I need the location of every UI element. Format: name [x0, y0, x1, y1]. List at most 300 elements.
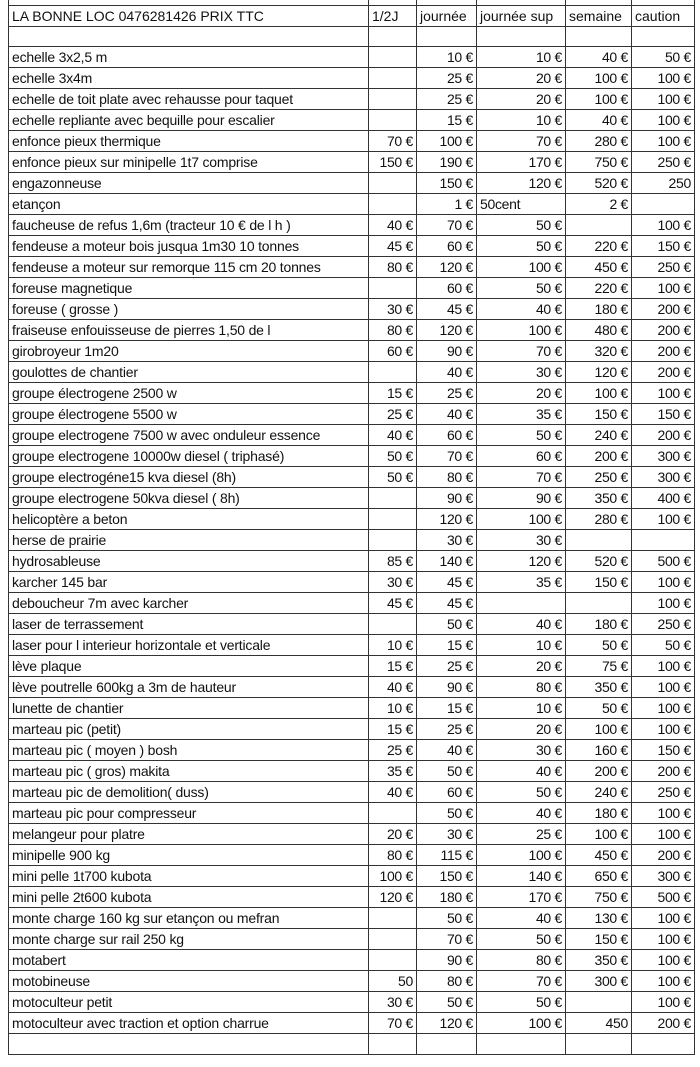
day-price-cell[interactable]: 150 € [417, 866, 477, 887]
extra-day-price-cell[interactable]: 20 € [477, 68, 566, 89]
week-price-cell[interactable]: 220 € [566, 278, 632, 299]
half-day-price-cell[interactable]: 40 € [369, 425, 417, 446]
extra-day-price-cell[interactable]: 40 € [477, 614, 566, 635]
deposit-cell[interactable]: 100 € [632, 971, 695, 992]
item-name-cell[interactable]: motabert [9, 950, 369, 971]
day-price-cell[interactable]: 180 € [417, 887, 477, 908]
deposit-cell[interactable] [632, 194, 695, 215]
extra-day-price-cell[interactable]: 70 € [477, 467, 566, 488]
cell[interactable] [477, 26, 566, 47]
extra-day-price-cell[interactable]: 40 € [477, 299, 566, 320]
deposit-cell[interactable]: 100 € [632, 803, 695, 824]
deposit-cell[interactable]: 300 € [632, 866, 695, 887]
week-price-cell[interactable]: 100 € [566, 719, 632, 740]
day-price-cell[interactable]: 50 € [417, 803, 477, 824]
day-price-cell[interactable]: 60 € [417, 278, 477, 299]
extra-day-price-cell[interactable]: 100 € [477, 320, 566, 341]
extra-day-price-cell[interactable]: 30 € [477, 530, 566, 551]
week-price-cell[interactable]: 480 € [566, 320, 632, 341]
day-price-cell[interactable]: 90 € [417, 950, 477, 971]
half-day-price-cell[interactable]: 50 [369, 971, 417, 992]
deposit-cell[interactable]: 100 € [632, 68, 695, 89]
deposit-cell[interactable]: 150 € [632, 404, 695, 425]
deposit-cell[interactable]: 100 € [632, 992, 695, 1013]
item-name-cell[interactable]: foreuse magnetique [9, 278, 369, 299]
cell[interactable] [566, 1034, 632, 1055]
extra-day-price-cell[interactable]: 170 € [477, 152, 566, 173]
cell[interactable] [417, 26, 477, 47]
item-name-cell[interactable]: monte charge 160 kg sur etançon ou mefran [9, 908, 369, 929]
day-price-cell[interactable]: 25 € [417, 89, 477, 110]
deposit-cell[interactable]: 100 € [632, 929, 695, 950]
item-name-cell[interactable]: lunette de chantier [9, 698, 369, 719]
item-name-cell[interactable]: groupe electrogene 7500 w avec onduleur essence [9, 425, 369, 446]
week-price-cell[interactable]: 280 € [566, 509, 632, 530]
cell[interactable] [369, 26, 417, 47]
extra-day-price-cell[interactable]: 40 € [477, 761, 566, 782]
week-price-cell[interactable]: 100 € [566, 68, 632, 89]
day-price-cell[interactable]: 25 € [417, 383, 477, 404]
deposit-cell[interactable]: 50 € [632, 47, 695, 68]
item-name-cell[interactable]: mini pelle 1t700 kubota [9, 866, 369, 887]
item-name-cell[interactable]: echelle de toit plate avec rehausse pour taquet [9, 89, 369, 110]
day-price-cell[interactable]: 45 € [417, 299, 477, 320]
week-price-cell[interactable]: 350 € [566, 950, 632, 971]
extra-day-price-cell[interactable]: 20 € [477, 89, 566, 110]
extra-day-price-cell[interactable]: 100 € [477, 509, 566, 530]
item-name-cell[interactable]: enfonce pieux sur minipelle 1t7 comprise [9, 152, 369, 173]
half-day-price-cell[interactable] [369, 47, 417, 68]
item-name-cell[interactable]: girobroyeur 1m20 [9, 341, 369, 362]
item-name-cell[interactable]: lève plaque [9, 656, 369, 677]
extra-day-price-cell[interactable]: 50cent [477, 194, 566, 215]
cell[interactable] [9, 1034, 369, 1055]
deposit-cell[interactable]: 100 € [632, 950, 695, 971]
week-price-cell[interactable]: 350 € [566, 488, 632, 509]
item-name-cell[interactable]: echelle repliante avec bequille pour escalier [9, 110, 369, 131]
extra-day-price-cell[interactable]: 35 € [477, 404, 566, 425]
item-name-cell[interactable]: marteau pic pour compresseur [9, 803, 369, 824]
week-price-cell[interactable]: 50 € [566, 698, 632, 719]
extra-day-price-cell[interactable]: 70 € [477, 131, 566, 152]
week-price-cell[interactable]: 100 € [566, 89, 632, 110]
week-price-cell[interactable]: 180 € [566, 614, 632, 635]
half-day-price-cell[interactable] [369, 803, 417, 824]
week-price-cell[interactable]: 2 € [566, 194, 632, 215]
half-day-price-cell[interactable]: 70 € [369, 131, 417, 152]
half-day-price-cell[interactable]: 50 € [369, 467, 417, 488]
day-price-cell[interactable]: 120 € [417, 1013, 477, 1034]
day-price-cell[interactable]: 50 € [417, 614, 477, 635]
deposit-cell[interactable]: 250 € [632, 782, 695, 803]
deposit-cell[interactable]: 200 € [632, 299, 695, 320]
half-day-price-cell[interactable] [369, 929, 417, 950]
item-name-cell[interactable]: marteau pic (petit) [9, 719, 369, 740]
item-name-cell[interactable]: hydrosableuse [9, 551, 369, 572]
item-name-cell[interactable]: groupe electrogene 50kva diesel ( 8h) [9, 488, 369, 509]
half-day-price-cell[interactable]: 10 € [369, 698, 417, 719]
week-price-cell[interactable]: 520 € [566, 173, 632, 194]
half-day-price-cell[interactable] [369, 530, 417, 551]
deposit-cell[interactable]: 100 € [632, 89, 695, 110]
half-day-price-cell[interactable]: 15 € [369, 656, 417, 677]
half-day-price-cell[interactable]: 120 € [369, 887, 417, 908]
deposit-cell[interactable]: 100 € [632, 131, 695, 152]
half-day-price-cell[interactable]: 80 € [369, 845, 417, 866]
item-name-cell[interactable]: motobineuse [9, 971, 369, 992]
half-day-price-cell[interactable]: 100 € [369, 866, 417, 887]
week-price-cell[interactable]: 160 € [566, 740, 632, 761]
deposit-cell[interactable]: 100 € [632, 509, 695, 530]
half-day-price-cell[interactable]: 25 € [369, 404, 417, 425]
day-price-cell[interactable]: 30 € [417, 824, 477, 845]
day-price-cell[interactable]: 40 € [417, 404, 477, 425]
cell[interactable] [632, 1034, 695, 1055]
week-price-cell[interactable]: 220 € [566, 236, 632, 257]
cell[interactable] [477, 1034, 566, 1055]
half-day-price-cell[interactable] [369, 173, 417, 194]
day-price-cell[interactable]: 70 € [417, 929, 477, 950]
column-header-extra-day[interactable]: journée sup [477, 5, 566, 26]
extra-day-price-cell[interactable]: 50 € [477, 929, 566, 950]
extra-day-price-cell[interactable]: 170 € [477, 887, 566, 908]
half-day-price-cell[interactable]: 25 € [369, 740, 417, 761]
item-name-cell[interactable]: fendeuse a moteur sur remorque 115 cm 20 tonnes [9, 257, 369, 278]
item-name-cell[interactable]: mini pelle 2t600 kubota [9, 887, 369, 908]
deposit-cell[interactable]: 300 € [632, 446, 695, 467]
item-name-cell[interactable]: echelle 3x4m [9, 68, 369, 89]
deposit-cell[interactable]: 200 € [632, 761, 695, 782]
week-price-cell[interactable]: 240 € [566, 782, 632, 803]
item-name-cell[interactable]: laser pour l interieur horizontale et verticale [9, 635, 369, 656]
deposit-cell[interactable]: 200 € [632, 845, 695, 866]
deposit-cell[interactable]: 150 € [632, 740, 695, 761]
day-price-cell[interactable]: 15 € [417, 635, 477, 656]
extra-day-price-cell[interactable]: 10 € [477, 47, 566, 68]
week-price-cell[interactable] [566, 593, 632, 614]
deposit-cell[interactable]: 100 € [632, 383, 695, 404]
half-day-price-cell[interactable] [369, 509, 417, 530]
week-price-cell[interactable]: 750 € [566, 152, 632, 173]
day-price-cell[interactable]: 120 € [417, 257, 477, 278]
week-price-cell[interactable]: 40 € [566, 47, 632, 68]
half-day-price-cell[interactable]: 30 € [369, 992, 417, 1013]
half-day-price-cell[interactable]: 60 € [369, 341, 417, 362]
extra-day-price-cell[interactable]: 80 € [477, 677, 566, 698]
extra-day-price-cell[interactable]: 70 € [477, 341, 566, 362]
half-day-price-cell[interactable]: 85 € [369, 551, 417, 572]
item-name-cell[interactable]: melangeur pour platre [9, 824, 369, 845]
day-price-cell[interactable]: 60 € [417, 236, 477, 257]
deposit-cell[interactable]: 100 € [632, 572, 695, 593]
week-price-cell[interactable]: 180 € [566, 299, 632, 320]
week-price-cell[interactable]: 450 € [566, 257, 632, 278]
extra-day-price-cell[interactable]: 20 € [477, 719, 566, 740]
cell[interactable] [632, 26, 695, 47]
day-price-cell[interactable]: 15 € [417, 110, 477, 131]
item-name-cell[interactable]: echelle 3x2,5 m [9, 47, 369, 68]
extra-day-price-cell[interactable]: 80 € [477, 950, 566, 971]
half-day-price-cell[interactable] [369, 950, 417, 971]
item-name-cell[interactable]: marteau pic ( moyen ) bosh [9, 740, 369, 761]
day-price-cell[interactable]: 115 € [417, 845, 477, 866]
day-price-cell[interactable]: 1 € [417, 194, 477, 215]
day-price-cell[interactable]: 90 € [417, 488, 477, 509]
day-price-cell[interactable]: 50 € [417, 992, 477, 1013]
day-price-cell[interactable]: 90 € [417, 341, 477, 362]
day-price-cell[interactable]: 70 € [417, 446, 477, 467]
extra-day-price-cell[interactable]: 120 € [477, 173, 566, 194]
half-day-price-cell[interactable] [369, 110, 417, 131]
day-price-cell[interactable]: 120 € [417, 320, 477, 341]
column-header-deposit[interactable]: caution [632, 5, 695, 26]
day-price-cell[interactable]: 190 € [417, 152, 477, 173]
day-price-cell[interactable]: 120 € [417, 509, 477, 530]
extra-day-price-cell[interactable]: 40 € [477, 908, 566, 929]
half-day-price-cell[interactable]: 70 € [369, 1013, 417, 1034]
week-price-cell[interactable]: 180 € [566, 803, 632, 824]
week-price-cell[interactable]: 450 € [566, 845, 632, 866]
deposit-cell[interactable]: 200 € [632, 1013, 695, 1034]
extra-day-price-cell[interactable]: 50 € [477, 278, 566, 299]
extra-day-price-cell[interactable]: 30 € [477, 740, 566, 761]
half-day-price-cell[interactable]: 40 € [369, 215, 417, 236]
extra-day-price-cell[interactable]: 50 € [477, 782, 566, 803]
deposit-cell[interactable]: 100 € [632, 698, 695, 719]
half-day-price-cell[interactable]: 80 € [369, 257, 417, 278]
day-price-cell[interactable]: 40 € [417, 740, 477, 761]
extra-day-price-cell[interactable]: 40 € [477, 803, 566, 824]
week-price-cell[interactable]: 100 € [566, 824, 632, 845]
day-price-cell[interactable]: 40 € [417, 362, 477, 383]
day-price-cell[interactable]: 150 € [417, 173, 477, 194]
extra-day-price-cell[interactable]: 100 € [477, 845, 566, 866]
week-price-cell[interactable]: 280 € [566, 131, 632, 152]
day-price-cell[interactable]: 10 € [417, 47, 477, 68]
day-price-cell[interactable]: 140 € [417, 551, 477, 572]
deposit-cell[interactable]: 100 € [632, 656, 695, 677]
week-price-cell[interactable]: 200 € [566, 761, 632, 782]
extra-day-price-cell[interactable]: 50 € [477, 992, 566, 1013]
week-price-cell[interactable]: 250 € [566, 467, 632, 488]
half-day-price-cell[interactable]: 40 € [369, 782, 417, 803]
item-name-cell[interactable]: motoculteur petit [9, 992, 369, 1013]
half-day-price-cell[interactable] [369, 362, 417, 383]
week-price-cell[interactable]: 320 € [566, 341, 632, 362]
deposit-cell[interactable]: 250 € [632, 614, 695, 635]
half-day-price-cell[interactable] [369, 908, 417, 929]
half-day-price-cell[interactable] [369, 68, 417, 89]
item-name-cell[interactable]: enfonce pieux thermique [9, 131, 369, 152]
deposit-cell[interactable] [632, 530, 695, 551]
item-name-cell[interactable]: groupe electrogene 10000w diesel ( triphasé) [9, 446, 369, 467]
item-name-cell[interactable]: deboucheur 7m avec karcher [9, 593, 369, 614]
half-day-price-cell[interactable] [369, 488, 417, 509]
week-price-cell[interactable]: 300 € [566, 971, 632, 992]
item-name-cell[interactable]: helicoptère a beton [9, 509, 369, 530]
deposit-cell[interactable]: 200 € [632, 320, 695, 341]
half-day-price-cell[interactable]: 45 € [369, 236, 417, 257]
day-price-cell[interactable]: 45 € [417, 572, 477, 593]
item-name-cell[interactable]: minipelle 900 kg [9, 845, 369, 866]
day-price-cell[interactable]: 15 € [417, 698, 477, 719]
item-name-cell[interactable]: fraiseuse enfouisseuse de pierres 1,50 de l [9, 320, 369, 341]
column-header-day[interactable]: journée [417, 5, 477, 26]
week-price-cell[interactable] [566, 530, 632, 551]
title-cell[interactable]: LA BONNE LOC 0476281426 PRIX TTC [9, 5, 369, 26]
deposit-cell[interactable]: 100 € [632, 908, 695, 929]
item-name-cell[interactable]: marteau pic de demolition( duss) [9, 782, 369, 803]
deposit-cell[interactable]: 500 € [632, 887, 695, 908]
half-day-price-cell[interactable] [369, 278, 417, 299]
extra-day-price-cell[interactable]: 50 € [477, 215, 566, 236]
cell[interactable] [9, 26, 369, 47]
week-price-cell[interactable]: 130 € [566, 908, 632, 929]
item-name-cell[interactable]: groupe electrogéne15 kva diesel (8h) [9, 467, 369, 488]
item-name-cell[interactable]: faucheuse de refus 1,6m (tracteur 10 € de l h ) [9, 215, 369, 236]
item-name-cell[interactable]: herse de prairie [9, 530, 369, 551]
deposit-cell[interactable]: 250 [632, 173, 695, 194]
extra-day-price-cell[interactable]: 10 € [477, 698, 566, 719]
deposit-cell[interactable]: 250 € [632, 152, 695, 173]
item-name-cell[interactable]: karcher 145 bar [9, 572, 369, 593]
extra-day-price-cell[interactable]: 25 € [477, 824, 566, 845]
week-price-cell[interactable]: 520 € [566, 551, 632, 572]
week-price-cell[interactable]: 750 € [566, 887, 632, 908]
deposit-cell[interactable]: 200 € [632, 341, 695, 362]
week-price-cell[interactable]: 650 € [566, 866, 632, 887]
extra-day-price-cell[interactable]: 20 € [477, 383, 566, 404]
week-price-cell[interactable]: 50 € [566, 635, 632, 656]
extra-day-price-cell[interactable]: 100 € [477, 257, 566, 278]
day-price-cell[interactable]: 50 € [417, 908, 477, 929]
extra-day-price-cell[interactable]: 90 € [477, 488, 566, 509]
cell[interactable] [566, 26, 632, 47]
extra-day-price-cell[interactable]: 120 € [477, 551, 566, 572]
extra-day-price-cell[interactable]: 60 € [477, 446, 566, 467]
week-price-cell[interactable]: 350 € [566, 677, 632, 698]
week-price-cell[interactable]: 150 € [566, 404, 632, 425]
extra-day-price-cell[interactable]: 50 € [477, 425, 566, 446]
half-day-price-cell[interactable] [369, 89, 417, 110]
week-price-cell[interactable] [566, 215, 632, 236]
half-day-price-cell[interactable]: 10 € [369, 635, 417, 656]
item-name-cell[interactable]: groupe électrogene 5500 w [9, 404, 369, 425]
item-name-cell[interactable]: groupe électrogene 2500 w [9, 383, 369, 404]
half-day-price-cell[interactable] [369, 614, 417, 635]
day-price-cell[interactable]: 25 € [417, 68, 477, 89]
item-name-cell[interactable]: etançon [9, 194, 369, 215]
extra-day-price-cell[interactable]: 100 € [477, 1013, 566, 1034]
deposit-cell[interactable]: 300 € [632, 467, 695, 488]
week-price-cell[interactable]: 240 € [566, 425, 632, 446]
deposit-cell[interactable]: 100 € [632, 824, 695, 845]
day-price-cell[interactable]: 30 € [417, 530, 477, 551]
item-name-cell[interactable]: goulottes de chantier [9, 362, 369, 383]
day-price-cell[interactable]: 80 € [417, 971, 477, 992]
extra-day-price-cell[interactable]: 35 € [477, 572, 566, 593]
half-day-price-cell[interactable]: 15 € [369, 719, 417, 740]
day-price-cell[interactable]: 100 € [417, 131, 477, 152]
item-name-cell[interactable]: laser de terrassement [9, 614, 369, 635]
extra-day-price-cell[interactable]: 30 € [477, 362, 566, 383]
item-name-cell[interactable]: engazonneuse [9, 173, 369, 194]
deposit-cell[interactable]: 200 € [632, 362, 695, 383]
deposit-cell[interactable]: 100 € [632, 677, 695, 698]
extra-day-price-cell[interactable]: 10 € [477, 110, 566, 131]
day-price-cell[interactable]: 60 € [417, 425, 477, 446]
day-price-cell[interactable]: 45 € [417, 593, 477, 614]
half-day-price-cell[interactable]: 50 € [369, 446, 417, 467]
week-price-cell[interactable]: 450 [566, 1013, 632, 1034]
deposit-cell[interactable]: 250 € [632, 257, 695, 278]
extra-day-price-cell[interactable]: 10 € [477, 635, 566, 656]
deposit-cell[interactable]: 100 € [632, 719, 695, 740]
half-day-price-cell[interactable]: 30 € [369, 572, 417, 593]
deposit-cell[interactable]: 150 € [632, 236, 695, 257]
deposit-cell[interactable]: 50 € [632, 635, 695, 656]
column-header-half-day[interactable]: 1/2J [369, 5, 417, 26]
deposit-cell[interactable]: 100 € [632, 110, 695, 131]
extra-day-price-cell[interactable]: 70 € [477, 971, 566, 992]
cell[interactable] [417, 1034, 477, 1055]
deposit-cell[interactable]: 100 € [632, 215, 695, 236]
week-price-cell[interactable]: 200 € [566, 446, 632, 467]
item-name-cell[interactable]: foreuse ( grosse ) [9, 299, 369, 320]
week-price-cell[interactable] [566, 992, 632, 1013]
half-day-price-cell[interactable]: 40 € [369, 677, 417, 698]
item-name-cell[interactable]: motoculteur avec traction et option charrue [9, 1013, 369, 1034]
day-price-cell[interactable]: 25 € [417, 719, 477, 740]
item-name-cell[interactable]: monte charge sur rail 250 kg [9, 929, 369, 950]
week-price-cell[interactable]: 150 € [566, 572, 632, 593]
column-header-week[interactable]: semaine [566, 5, 632, 26]
deposit-cell[interactable]: 400 € [632, 488, 695, 509]
half-day-price-cell[interactable]: 80 € [369, 320, 417, 341]
week-price-cell[interactable]: 150 € [566, 929, 632, 950]
day-price-cell[interactable]: 25 € [417, 656, 477, 677]
half-day-price-cell[interactable]: 20 € [369, 824, 417, 845]
extra-day-price-cell[interactable]: 20 € [477, 656, 566, 677]
day-price-cell[interactable]: 70 € [417, 215, 477, 236]
item-name-cell[interactable]: lève poutrelle 600kg a 3m de hauteur [9, 677, 369, 698]
half-day-price-cell[interactable] [369, 194, 417, 215]
deposit-cell[interactable]: 100 € [632, 278, 695, 299]
cell[interactable] [369, 1034, 417, 1055]
deposit-cell[interactable]: 500 € [632, 551, 695, 572]
day-price-cell[interactable]: 50 € [417, 761, 477, 782]
deposit-cell[interactable]: 100 € [632, 593, 695, 614]
deposit-cell[interactable]: 200 € [632, 425, 695, 446]
item-name-cell[interactable]: fendeuse a moteur bois jusqua 1m30 10 tonnes [9, 236, 369, 257]
week-price-cell[interactable]: 75 € [566, 656, 632, 677]
half-day-price-cell[interactable]: 150 € [369, 152, 417, 173]
week-price-cell[interactable]: 120 € [566, 362, 632, 383]
day-price-cell[interactable]: 90 € [417, 677, 477, 698]
extra-day-price-cell[interactable]: 50 € [477, 236, 566, 257]
day-price-cell[interactable]: 60 € [417, 782, 477, 803]
half-day-price-cell[interactable]: 35 € [369, 761, 417, 782]
extra-day-price-cell[interactable]: 140 € [477, 866, 566, 887]
half-day-price-cell[interactable]: 30 € [369, 299, 417, 320]
day-price-cell[interactable]: 80 € [417, 467, 477, 488]
half-day-price-cell[interactable]: 15 € [369, 383, 417, 404]
item-name-cell[interactable]: marteau pic ( gros) makita [9, 761, 369, 782]
week-price-cell[interactable]: 100 € [566, 383, 632, 404]
week-price-cell[interactable]: 40 € [566, 110, 632, 131]
half-day-price-cell[interactable]: 45 € [369, 593, 417, 614]
extra-day-price-cell[interactable] [477, 593, 566, 614]
